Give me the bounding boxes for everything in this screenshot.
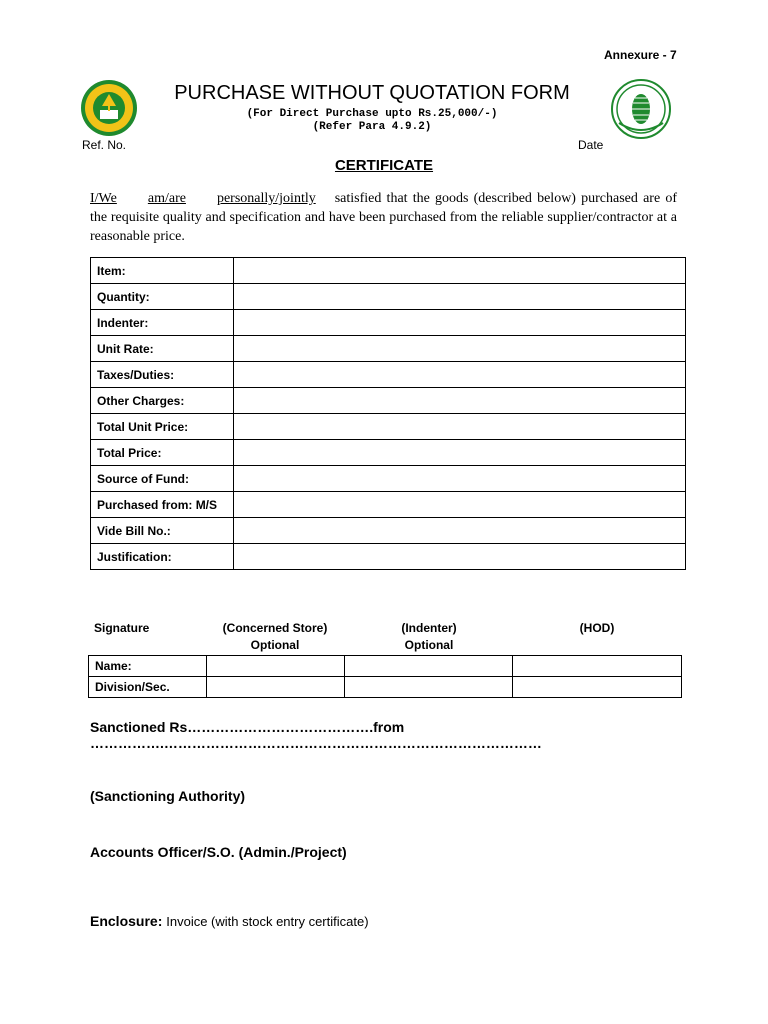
item-field-value[interactable] bbox=[234, 284, 686, 310]
hod-name-cell[interactable] bbox=[513, 656, 682, 677]
item-field-label: Quantity: bbox=[91, 284, 234, 310]
item-field-row bbox=[91, 518, 686, 544]
item-field-row bbox=[91, 414, 686, 440]
personally-jointly-text: personally/jointly bbox=[216, 191, 316, 206]
indenter-name-cell[interactable] bbox=[345, 656, 513, 677]
item-field-row bbox=[91, 544, 686, 570]
sanctioning-authority-label: (Sanctioning Authority) bbox=[90, 788, 246, 804]
certificate-heading: CERTIFICATE bbox=[334, 157, 434, 174]
signature-label: Signature bbox=[94, 621, 150, 635]
hod-column bbox=[527, 620, 667, 637]
sanctioned-amount-line: Sanctioned Rs………………………………….from …………….……………………………………………………………………… bbox=[90, 719, 542, 751]
item-field-row bbox=[91, 492, 686, 518]
item-field-row bbox=[91, 388, 686, 414]
enclosure-label: Enclosure: bbox=[90, 913, 163, 929]
item-field-label: Source of Fund: bbox=[91, 466, 234, 492]
form-title: PURCHASE WITHOUT QUOTATION FORM bbox=[174, 82, 570, 104]
concerned-store-column bbox=[205, 620, 345, 654]
name-label: Name: bbox=[89, 656, 207, 677]
item-field-label: Vide Bill No.: bbox=[91, 518, 234, 544]
who-text: I/We bbox=[90, 191, 117, 206]
concerned-store-optional: Optional bbox=[250, 638, 300, 652]
enclosure-line bbox=[90, 913, 369, 929]
item-field-label: Unit Rate: bbox=[91, 336, 234, 362]
indenter-column bbox=[359, 620, 499, 654]
item-field-value[interactable] bbox=[234, 388, 686, 414]
item-field-row bbox=[91, 336, 686, 362]
hod-label: (HOD) bbox=[579, 621, 615, 635]
item-field-label: Justification: bbox=[91, 544, 234, 570]
signatory-division-row bbox=[89, 677, 682, 698]
indenter-optional: Optional bbox=[404, 638, 454, 652]
annexure-label: Annexure - 7 bbox=[604, 48, 677, 62]
date-label: Date bbox=[578, 138, 604, 152]
item-field-label: Purchased from: M/S bbox=[91, 492, 234, 518]
store-division-cell[interactable] bbox=[207, 677, 345, 698]
certificate-statement bbox=[90, 189, 677, 246]
item-field-value[interactable] bbox=[234, 258, 686, 284]
item-field-value[interactable] bbox=[234, 336, 686, 362]
item-field-value[interactable] bbox=[234, 310, 686, 336]
signatory-name-row bbox=[89, 656, 682, 677]
item-field-value[interactable] bbox=[234, 492, 686, 518]
indenter-division-cell[interactable] bbox=[345, 677, 513, 698]
ref-no-label: Ref. No. bbox=[82, 138, 127, 152]
item-field-label: Other Charges: bbox=[91, 388, 234, 414]
concerned-store-label: (Concerned Store) bbox=[222, 621, 328, 635]
item-field-row bbox=[91, 466, 686, 492]
item-field-label: Total Unit Price: bbox=[91, 414, 234, 440]
fri-logo bbox=[611, 79, 671, 139]
item-field-row bbox=[91, 440, 686, 466]
item-field-value[interactable] bbox=[234, 518, 686, 544]
certificate-body-text: satisfied that the goods (described below) purchased are of the requisite quality and specification and have been purchased from the reliable supplier/contractor at a reasonable price. bbox=[90, 191, 677, 244]
form-subtitle-limit: (For Direct Purchase upto Rs.25,000/-) bbox=[246, 108, 498, 120]
item-field-row bbox=[91, 258, 686, 284]
hod-division-cell[interactable] bbox=[513, 677, 682, 698]
item-field-label: Taxes/Duties: bbox=[91, 362, 234, 388]
item-field-row bbox=[91, 362, 686, 388]
form-subtitle-para: (Refer Para 4.9.2) bbox=[312, 121, 432, 133]
item-field-value[interactable] bbox=[234, 440, 686, 466]
item-field-value[interactable] bbox=[234, 362, 686, 388]
accounts-officer-label: Accounts Officer/S.O. (Admin./Project) bbox=[90, 844, 347, 860]
am-are-text: am/are bbox=[147, 191, 186, 206]
item-field-label: Indenter: bbox=[91, 310, 234, 336]
division-label: Division/Sec. bbox=[89, 677, 207, 698]
store-name-cell[interactable] bbox=[207, 656, 345, 677]
item-field-row bbox=[91, 284, 686, 310]
indenter-label: (Indenter) bbox=[401, 621, 457, 635]
enclosure-value: Invoice (with stock entry certificate) bbox=[166, 914, 369, 929]
item-field-value[interactable] bbox=[234, 544, 686, 570]
item-field-label: Total Price: bbox=[91, 440, 234, 466]
item-details-table bbox=[90, 257, 686, 570]
item-field-row bbox=[91, 310, 686, 336]
signatory-table bbox=[88, 655, 682, 698]
item-field-value[interactable] bbox=[234, 414, 686, 440]
item-field-label: Item: bbox=[91, 258, 234, 284]
item-field-value[interactable] bbox=[234, 466, 686, 492]
